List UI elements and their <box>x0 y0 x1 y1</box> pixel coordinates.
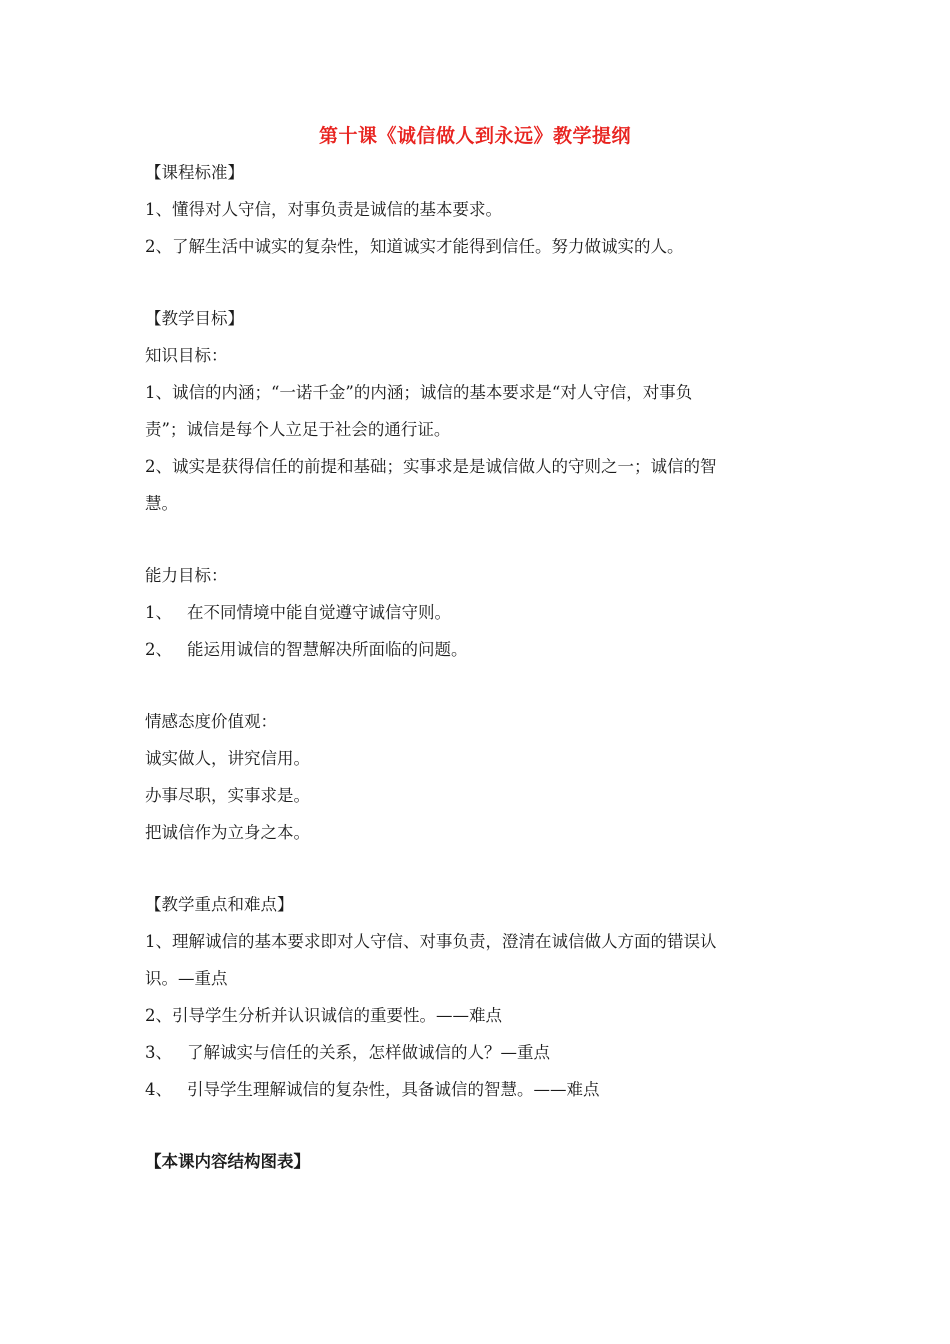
spacer <box>145 526 810 561</box>
knowledge-goal-1-line-1: 1、诚信的内涵；“一诺千金”的内涵；诚信的基本要求是“对人守信，对事负 <box>145 383 693 402</box>
knowledge-goals-label: 知识目标： <box>145 346 228 365</box>
course-standard-item-1: 1、懂得对人守信，对事负责是诚信的基本要求。 <box>145 200 502 219</box>
document-body <box>145 158 810 1184</box>
ability-goal-2 <box>145 635 810 664</box>
page-title: 第十课《诚信做人到永远》教学提纲 <box>318 125 631 147</box>
ability-goal-2-text: 能运用诚信的智慧解决所面临的问题。 <box>187 640 468 659</box>
spacer <box>145 855 810 890</box>
knowledge-goal-2-line-2: 慧。 <box>145 494 178 513</box>
section-heading-teaching-goals: 【教学目标】 <box>145 309 244 328</box>
spacer <box>145 269 810 304</box>
key-point-4-number: 4、 <box>145 1080 172 1099</box>
key-point-1-line-1: 1、理解诚信的基本要求即对人守信、对事负责，澄清在诚信做人方面的错误认 <box>145 932 717 951</box>
section-heading-course-standard: 【课程标准】 <box>145 163 244 182</box>
course-standard-item-2: 2、了解生活中诚实的复杂性，知道诚实才能得到信任。努力做诚实的人。 <box>145 237 684 256</box>
ability-goal-1 <box>145 598 810 627</box>
key-point-3-number: 3、 <box>145 1043 172 1062</box>
emotion-goal-2: 办事尽职，实事求是。 <box>145 786 310 805</box>
key-point-4 <box>145 1075 810 1104</box>
knowledge-goal-1-line-2: 责”；诚信是每个人立足于社会的通行证。 <box>145 420 451 439</box>
emotion-goal-3: 把诚信作为立身之本。 <box>145 823 310 842</box>
spacer <box>145 1112 810 1147</box>
ability-goal-1-text: 在不同情境中能自觉遵守诚信守则。 <box>187 603 451 622</box>
spacer <box>145 672 810 707</box>
section-heading-key-points: 【教学重点和难点】 <box>145 895 294 914</box>
emotion-goal-1: 诚实做人，讲究信用。 <box>145 749 310 768</box>
key-point-3-text: 了解诚实与信任的关系，怎样做诚信的人？—重点 <box>187 1043 550 1062</box>
ability-goal-2-number: 2、 <box>145 640 172 659</box>
knowledge-goal-2-line-1: 2、诚实是获得信任的前提和基础；实事求是是诚信做人的守则之一；诚信的智 <box>145 457 717 476</box>
key-point-4-text: 引导学生理解诚信的复杂性，具备诚信的智慧。——难点 <box>187 1080 600 1099</box>
key-point-2: 2、引导学生分析并认识诚信的重要性。——难点 <box>145 1006 502 1025</box>
emotion-goals-label: 情感态度价值观： <box>145 712 277 731</box>
ability-goal-1-number: 1、 <box>145 603 172 622</box>
ability-goals-label: 能力目标： <box>145 566 228 585</box>
section-heading-structure: 【本课内容结构图表】 <box>145 1152 310 1171</box>
key-point-1-line-2: 识。—重点 <box>145 969 228 988</box>
key-point-3 <box>145 1038 810 1067</box>
